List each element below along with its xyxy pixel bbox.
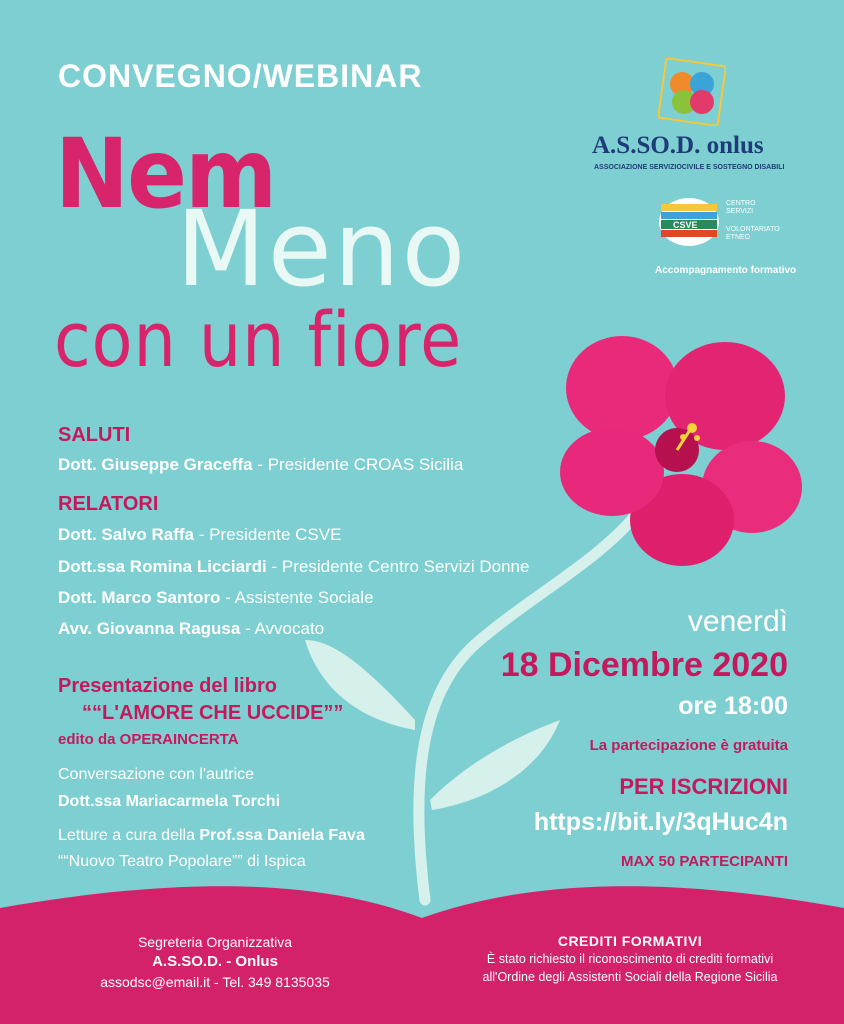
relatore-row	[58, 588, 374, 608]
csve-side-4: ETNEO	[726, 234, 751, 241]
event-date: 18 Dicembre 2020	[500, 646, 788, 684]
assod-subtitle: ASSOCIAZIONE SERVIZIOCIVILE E SOSTEGNO DISABILI	[594, 164, 785, 171]
relatore-name: Dott. Marco Santoro	[58, 588, 221, 607]
title-line-2: Meno	[176, 188, 468, 310]
hibiscus-flower	[560, 336, 802, 566]
footer-org: A.S.SO.D. - Onlus	[152, 953, 278, 970]
relatore-row	[58, 619, 324, 639]
book-presentation: Presentazione del libro	[58, 675, 277, 697]
free-participation: La partecipazione è gratuita	[589, 737, 788, 754]
letture-prefix: Letture a cura della	[58, 827, 200, 844]
letture-name: Prof.ssa Daniela Fava	[199, 827, 365, 844]
teatro-line: ““Nuovo Teatro Popolare”” di Ispica	[58, 853, 306, 870]
csve-side-1: CENTRO	[726, 200, 756, 207]
footer-left	[70, 932, 360, 992]
footer-credits-title: CREDITI FORMATIVI	[557, 933, 703, 949]
footer-credits-line2: all'Ordine degli Assistenti Sociali della Regione Sicilia	[482, 970, 778, 984]
assod-emblem-icon	[658, 58, 726, 126]
relatore-name: Dott. Salvo Raffa	[58, 525, 195, 544]
relatori-heading: RELATORI	[58, 493, 159, 515]
saluti-heading: SALUTI	[58, 424, 131, 446]
relatore-name: Avv. Giovanna Ragusa	[58, 619, 241, 638]
saluti-role: - Presidente CROAS Sicilia	[252, 455, 464, 474]
assod-name: A.S.SO.D. onlus	[592, 132, 764, 159]
csve-label: CSVE	[673, 220, 698, 230]
saluti-name: Dott. Giuseppe Graceffa	[58, 455, 253, 474]
max-participants: MAX 50 PARTECIPANTI	[621, 853, 788, 870]
registration-label: PER ISCRIZIONI	[619, 774, 788, 799]
footer-contact[interactable]: assodsc@email.it - Tel. 349 8135035	[100, 974, 330, 990]
event-day: venerdì	[687, 605, 788, 638]
leaf-right	[430, 720, 560, 810]
csve-logo	[655, 196, 723, 248]
book-title: ““L'AMORE CHE UCCIDE””	[82, 702, 344, 724]
event-type: CONVEGNO/WEBINAR	[58, 58, 423, 94]
assod-logo	[658, 58, 726, 126]
relatore-role: - Avvocato	[240, 619, 325, 638]
book-publisher: edito da OPERAINCERTA	[58, 731, 239, 748]
author-name: Dott.ssa Mariacarmela Torchi	[58, 793, 281, 810]
letture-line	[58, 827, 365, 845]
csve-side-2: SERVIZI	[726, 208, 754, 215]
csve-side-text	[726, 200, 780, 242]
relatore-row	[58, 525, 341, 545]
footer-secretariat: Segreteria Organizzativa	[137, 934, 293, 950]
title-line-3: con un fiore	[54, 295, 463, 384]
csve-side-3: VOLONTARIATO	[726, 226, 780, 233]
accompany-label: Accompagnamento formativo	[655, 265, 797, 276]
registration-url[interactable]: https://bit.ly/3qHuc4n	[533, 808, 788, 836]
relatore-role: - Presidente Centro Servizi Donne	[266, 557, 530, 576]
relatore-row	[58, 557, 529, 577]
saluti-line	[58, 455, 463, 475]
event-time: ore 18:00	[678, 692, 788, 720]
footer-right	[470, 932, 790, 986]
conversation-label: Conversazione con l'autrice	[58, 766, 255, 783]
title-line-1: Nem	[55, 118, 276, 230]
relatore-name: Dott.ssa Romina Licciardi	[58, 557, 267, 576]
footer-credits-line1: È stato richiesto il riconoscimento di crediti formativi	[486, 952, 774, 966]
relatore-role: - Assistente Sociale	[220, 588, 374, 607]
relatore-role: - Presidente CSVE	[194, 525, 342, 544]
